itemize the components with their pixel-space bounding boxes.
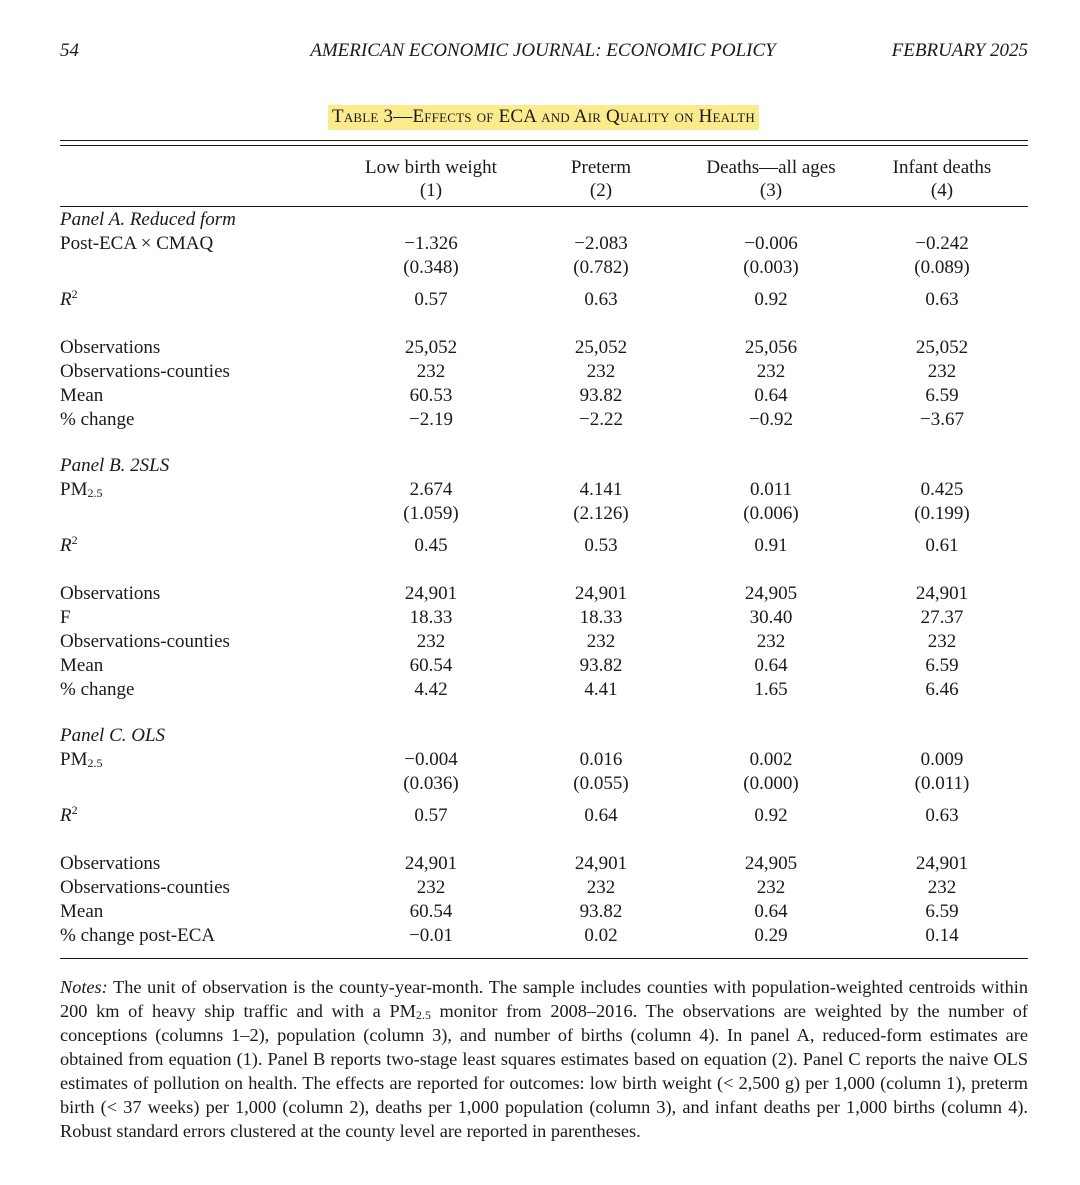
panel-a-stat-value: −2.22 [579, 409, 623, 430]
panel-b-stat-value: 232 [586, 631, 616, 652]
results-table [60, 156, 1028, 948]
panel-a-se-1: (0.348) [403, 257, 459, 278]
panel-b-title-row [60, 454, 1028, 478]
panel-b-stat-value: 0.64 [754, 655, 788, 676]
col-2-number: (2) [589, 180, 613, 201]
panel-c-r2-row [60, 804, 1028, 828]
table-caption [0, 105, 1080, 130]
panel-a-r2-2: 0.63 [584, 289, 618, 310]
panel-c-stat-value: −0.01 [409, 925, 453, 946]
panel-b-r2-label: $R^2$ [60, 533, 78, 556]
panel-c-stat-value: 0.64 [754, 901, 788, 922]
panel-b-stat-value: 1.65 [754, 679, 788, 700]
panel-a-stat-value: −2.19 [409, 409, 453, 430]
panel-a-r2-row [60, 288, 1028, 312]
panel-b-se-3: (0.006) [743, 503, 799, 524]
panel-a-stat-label: Observations-counties [60, 361, 230, 382]
panel-b-title: Panel B. 2SLS [60, 455, 170, 476]
panel-a-coef-1: −1.326 [404, 233, 458, 254]
panel-b-stat-value: 4.41 [584, 679, 618, 700]
panel-a-r2-1: 0.57 [414, 289, 448, 310]
panel-a-stat-row [60, 360, 1028, 384]
panel-b-stat-value: 18.33 [409, 607, 453, 628]
panel-c-se-4: (0.011) [914, 773, 970, 794]
panel-b-stat-value: 24,901 [404, 583, 458, 604]
panel-c-stat-value: 232 [927, 877, 957, 898]
panel-a-stat-value: 25,056 [744, 337, 798, 358]
table-number: Table 3 [332, 106, 394, 127]
panel-a-r2-3: 0.92 [754, 289, 788, 310]
panel-c-stat-label: Observations [60, 853, 161, 874]
panel-b-stat-row [60, 654, 1028, 678]
panel-a-se-4: (0.089) [914, 257, 970, 278]
panel-b-se-row [60, 502, 1028, 526]
panel-b-se-2: (2.126) [573, 503, 629, 524]
panel-b-stat-value: 27.37 [920, 607, 964, 628]
panel-b-stat-row [60, 582, 1028, 606]
panel-a-stat-label: Observations [60, 337, 161, 358]
panel-c-stat-value: 232 [416, 877, 446, 898]
panel-c-coef-3: 0.002 [749, 749, 793, 770]
panel-c-se-1: (0.036) [403, 773, 459, 794]
title-dash: — [393, 106, 413, 127]
panel-b-stat-row [60, 630, 1028, 654]
panel-b-stat-value: 232 [416, 631, 446, 652]
panel-c-stat-value: 232 [756, 877, 786, 898]
panel-a-r2-4: 0.63 [925, 289, 959, 310]
panel-c-coef-label: $PM_{2.5}$ [60, 749, 103, 770]
panel-a-title: Panel A. Reduced form [60, 209, 236, 230]
panel-a-se-3: (0.003) [743, 257, 799, 278]
panel-a-se-row [60, 256, 1028, 280]
column-number-row [60, 179, 1028, 202]
bottom-rule [60, 958, 1028, 959]
journal-title: AMERICAN ECONOMIC JOURNAL: ECONOMIC POLICY [310, 40, 776, 61]
col-1-number: (1) [419, 180, 443, 201]
col-3-label: Deaths—all ages [706, 157, 836, 178]
panel-c-r2-2: 0.64 [584, 805, 618, 826]
panel-b-coef-label: $PM_{2.5}$ [60, 479, 103, 500]
panel-a-coef-2: −2.083 [574, 233, 628, 254]
panel-b-se-1: (1.059) [403, 503, 459, 524]
panel-a-stat-value: 232 [416, 361, 446, 382]
col-4-label: Infant deaths [892, 157, 992, 178]
panel-a-stat-value: 232 [927, 361, 957, 382]
panel-a-stat-value: 93.82 [579, 385, 623, 406]
top-rule-1 [60, 140, 1028, 141]
panel-c-stat-row [60, 924, 1028, 948]
panel-a-stat-row [60, 384, 1028, 408]
panel-b-stat-label: Observations-counties [60, 631, 230, 652]
panel-b-stat-row [60, 678, 1028, 702]
table-title-highlight [328, 105, 759, 130]
panel-b-stat-value: 4.42 [414, 679, 448, 700]
panel-b-stat-value: 30.40 [749, 607, 793, 628]
panel-c-se-2: (0.055) [573, 773, 629, 794]
panel-b-se-4: (0.199) [914, 503, 970, 524]
col-2-label: Preterm [570, 157, 632, 178]
panel-a-coef-4: −0.242 [915, 233, 969, 254]
panel-c-title-row [60, 724, 1028, 748]
panel-c-coef-2: 0.016 [579, 749, 623, 770]
notes-text-2: monitor from 2008–2016. The observations are weighted by the number of conceptions (columns 1–2), population (column 3), and number of births (column 4). In panel A, reduced-form estimates are obtained from equation (1). Panel B reports two-stage least squares estimates based on equation (2). Panel C reports the naive OLS estimates of pollution on health. The effects are reported for outcomes: low birth weight (< 2,500 g) per 1,000 (column 1), preterm birth (< 37 weeks) per 1,000 (column 2), deaths per 1,000 population (column 3), and infant deaths per 1,000 births (column 4). Robust standard errors clustered at the county level are reported in parentheses. [60, 1001, 1028, 1141]
panel-b-stat-value: 232 [756, 631, 786, 652]
panel-c-stat-value: 0.14 [925, 925, 959, 946]
panel-c-stat-value: 24,901 [915, 853, 969, 874]
panel-b-coef-row [60, 478, 1028, 502]
panel-b-r2-row [60, 534, 1028, 558]
panel-a-stat-value: −3.67 [920, 409, 964, 430]
panel-a-stat-value: 0.64 [754, 385, 788, 406]
panel-c-stat-row [60, 876, 1028, 900]
panel-b-stat-label: Mean [60, 655, 104, 676]
panel-a-coef-row [60, 232, 1028, 256]
panel-c-se-row [60, 772, 1028, 796]
panel-b-coef-4: 0.425 [920, 479, 964, 500]
table-title-text: Effects of ECA and Air Quality on Health [412, 106, 755, 127]
panel-a-se-2: (0.782) [573, 257, 629, 278]
panel-b-coef-2: 4.141 [579, 479, 623, 500]
panel-a-stat-value: 25,052 [915, 337, 969, 358]
panel-c-stat-label: Mean [60, 901, 104, 922]
panel-c-stat-value: 6.59 [925, 901, 959, 922]
panel-b-stat-value: 24,901 [574, 583, 628, 604]
panel-c-stat-value: 0.29 [754, 925, 788, 946]
panel-b-stat-value: 93.82 [579, 655, 623, 676]
col-3-number: (3) [759, 180, 783, 201]
panel-c-stat-value: 0.02 [584, 925, 618, 946]
panel-c-r2-1: 0.57 [414, 805, 448, 826]
panel-b-stat-value: 6.59 [925, 655, 959, 676]
panel-c-coef-4: 0.009 [920, 749, 964, 770]
panel-c-stat-row [60, 900, 1028, 924]
panel-a-stat-value: 60.53 [409, 385, 453, 406]
panel-a-stat-label: Mean [60, 385, 104, 406]
panel-c-coef-row [60, 748, 1028, 772]
panel-a-coef-3: −0.006 [744, 233, 798, 254]
issue-date: FEBRUARY 2025 [891, 40, 1028, 61]
panel-a-stat-value: −0.92 [749, 409, 793, 430]
panel-b-stat-label: F [60, 607, 71, 628]
panel-c-stat-label: Observations-counties [60, 877, 230, 898]
panel-c-coef-1: −0.004 [404, 749, 458, 770]
panel-a-stat-value: 6.59 [925, 385, 959, 406]
panel-b-stat-value: 232 [927, 631, 957, 652]
column-header-row [60, 156, 1028, 179]
panel-a-stat-value: 232 [756, 361, 786, 382]
panel-a-r2-label: $R^2$ [60, 287, 78, 310]
panel-b-stat-value: 18.33 [579, 607, 623, 628]
panel-c-r2-label: $R^2$ [60, 803, 78, 826]
page-number: 54 [60, 40, 79, 61]
top-rule-2 [60, 145, 1028, 146]
panel-b-stat-label: Observations [60, 583, 161, 604]
panel-b-stat-value: 24,901 [915, 583, 969, 604]
panel-b-r2-4: 0.61 [925, 535, 959, 556]
panel-b-coef-3: 0.011 [749, 479, 793, 500]
panel-b-stat-value: 60.54 [409, 655, 453, 676]
panel-c-stat-value: 24,901 [404, 853, 458, 874]
panel-a-coef-label: Post-ECA × CMAQ [60, 233, 214, 254]
panel-c-stat-value: 24,905 [744, 853, 798, 874]
notes-text-1: The unit of observation is the county-year-month. The sample includes counties with population-weighted centroids within 200 km of heavy ship traffic and with a PM [60, 977, 1028, 1021]
table-notes [60, 975, 1028, 1143]
panel-b-r2-1: 0.45 [414, 535, 448, 556]
panel-c-r2-4: 0.63 [925, 805, 959, 826]
col-1-label: Low birth weight [365, 157, 497, 178]
panel-a-stat-label: % change [60, 409, 135, 430]
panel-a-stat-value: 25,052 [404, 337, 458, 358]
panel-c-title: Panel C. OLS [60, 725, 166, 746]
panel-b-coef-1: 2.674 [409, 479, 453, 500]
panel-b-stat-label: % change [60, 679, 135, 700]
panel-b-r2-3: 0.91 [754, 535, 788, 556]
panel-c-stat-value: 60.54 [409, 901, 453, 922]
panel-a-stat-row [60, 408, 1028, 432]
panel-c-se-3: (0.000) [743, 773, 799, 794]
panel-c-r2-3: 0.92 [754, 805, 788, 826]
col-4-number: (4) [930, 180, 954, 201]
panel-b-stat-value: 6.46 [925, 679, 959, 700]
panel-c-stat-value: 232 [586, 877, 616, 898]
panel-c-stat-row [60, 852, 1028, 876]
running-header [0, 40, 1080, 66]
panel-b-r2-2: 0.53 [584, 535, 618, 556]
panel-c-stat-value: 93.82 [579, 901, 623, 922]
panel-a-stat-row [60, 336, 1028, 360]
panel-c-stat-value: 24,901 [574, 853, 628, 874]
notes-subscript: 2.5 [415, 1008, 431, 1022]
panel-b-stat-value: 24,905 [744, 583, 798, 604]
notes-label: Notes: [60, 977, 108, 997]
panel-c-stat-label: % change post-ECA [60, 925, 216, 946]
panel-a-title-row [60, 208, 1028, 232]
panel-b-stat-row [60, 606, 1028, 630]
panel-a-stat-value: 25,052 [574, 337, 628, 358]
panel-a-stat-value: 232 [586, 361, 616, 382]
